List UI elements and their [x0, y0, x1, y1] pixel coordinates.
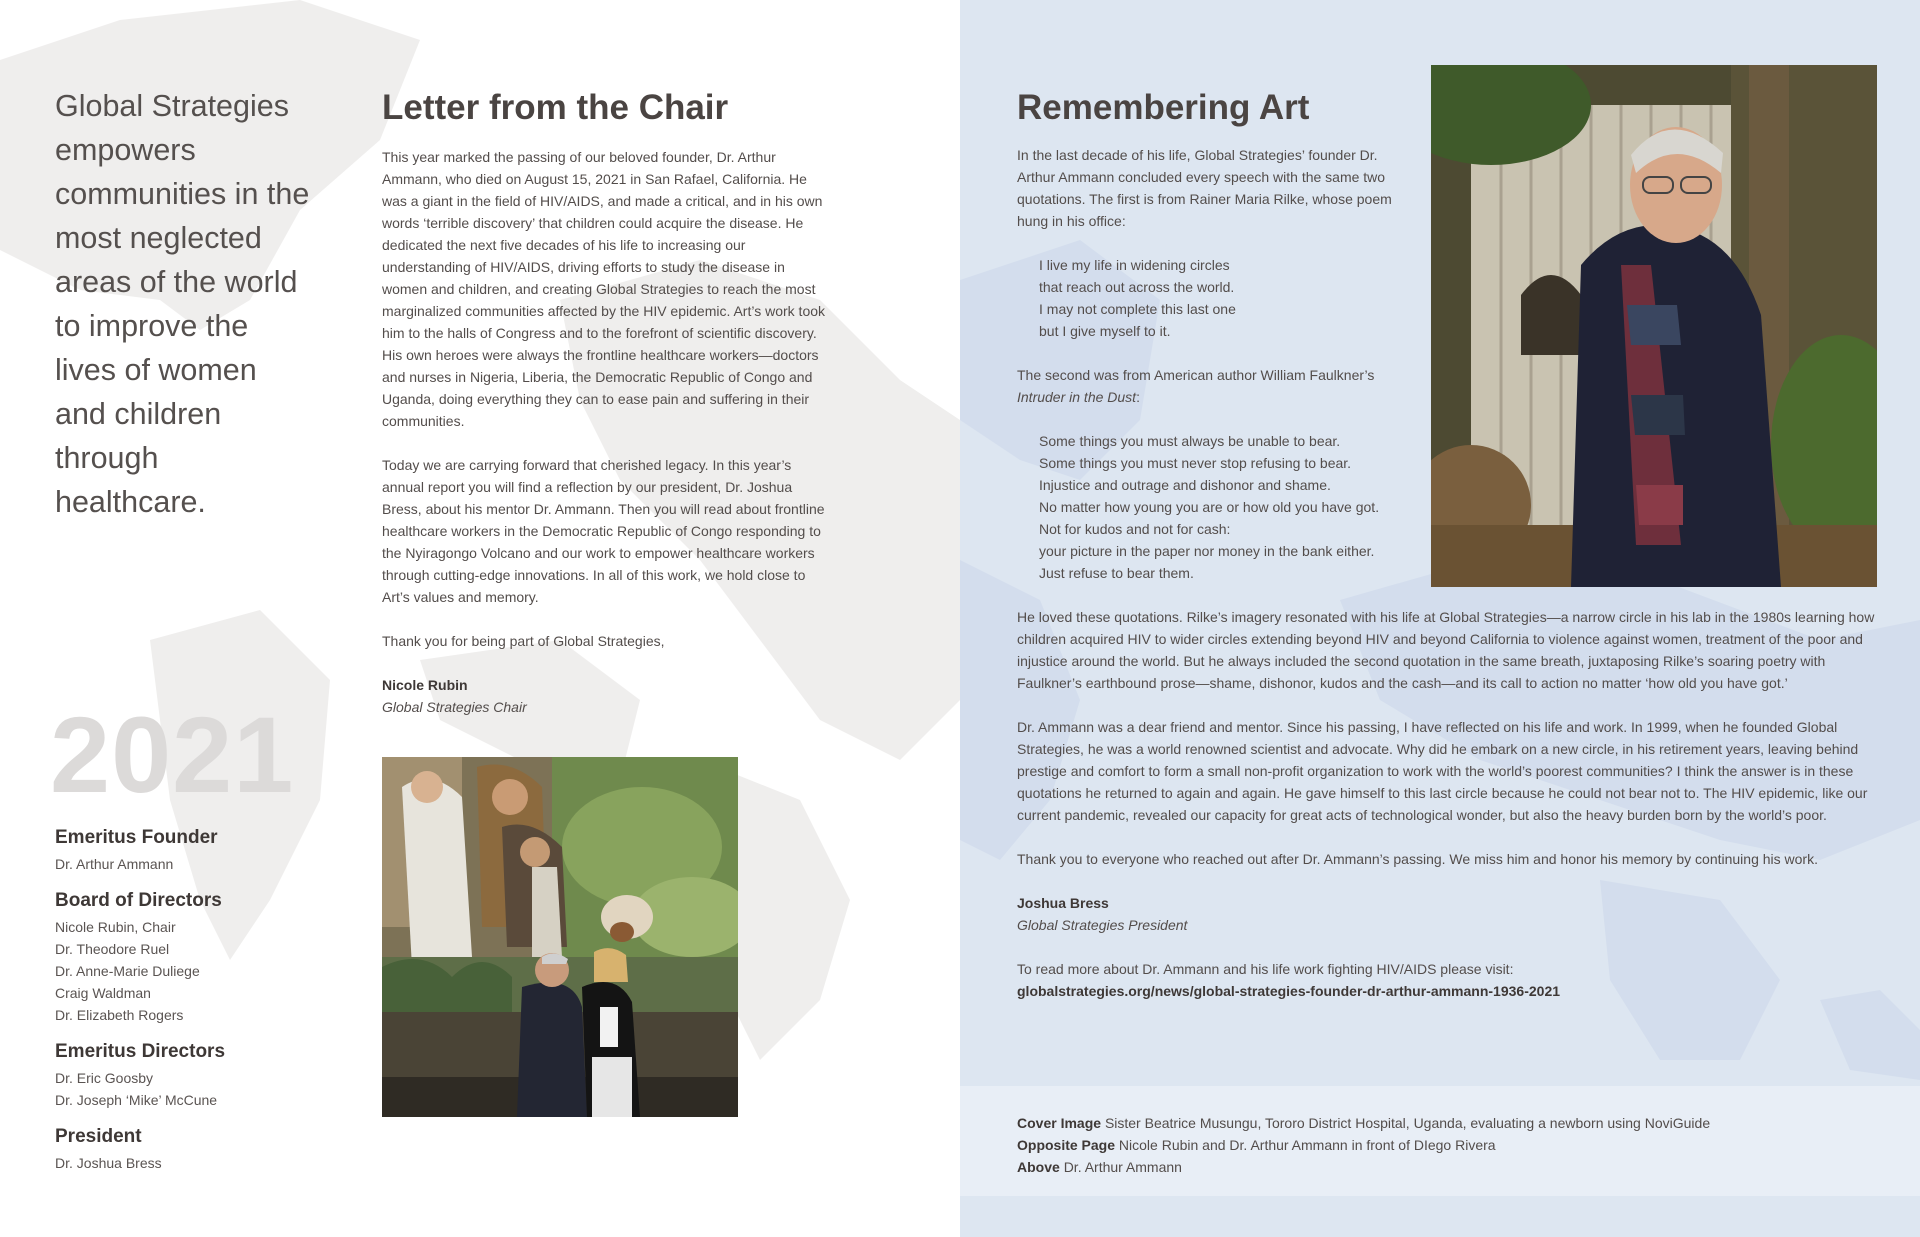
remembering-heading: Remembering Art: [1017, 88, 1310, 127]
remembering-art: [1017, 86, 1887, 1024]
faulkner-intro: [1017, 364, 1417, 408]
right-page: [960, 0, 1920, 1237]
board-member: Craig Waldman: [55, 985, 151, 1001]
remembering-paragraph: Thank you to everyone who reached out after Dr. Ammann’s passing. We miss him and honor his memory by continuing his work.: [1017, 851, 1818, 867]
report-year: 2021: [50, 694, 295, 815]
book-title: Intruder in the Dust: [1017, 389, 1137, 405]
faulkner-intro-suffix: :: [1136, 389, 1140, 405]
board-group: [55, 826, 315, 875]
letter-paragraph: This year marked the passing of our beloved founder, Dr. Arthur Ammann, who died on August 15, 2021 in San Rafael, California. He was a giant in the field of HIV/AIDS, and made a critical, and in his own words ‘terrible discovery’ that children could acquire the disease. He dedicated the next five decades of his life to increasing our understanding of HIV/AIDS, driving efforts to study the disease in women and children, and creating Global Strategies to reach the most marginalized communities affected by the HIV epidemic. Art’s work took him to the halls of Congress and to the forefront of scientific discovery. His own heroes were always the frontline healthcare workers—doctors and nurses in Nigeria, Liberia, the Democratic Republic of Congo and Uganda, doing everything they can to ease pain and suffering in their communities.: [382, 149, 826, 429]
quote-line: your picture in the paper nor money in the bank either.: [1039, 543, 1375, 559]
quote-line: Some things you must never stop refusing to bear.: [1039, 455, 1352, 471]
caption-label: Opposite Page: [1017, 1137, 1116, 1153]
caption-line: [1017, 1134, 1710, 1156]
board-group-heading: Emeritus Founder: [55, 827, 218, 848]
board-group: [55, 1125, 315, 1174]
remembering-paragraph: He loved these quotations. Rilke’s imagery resonated with his life at Global Strategies—a narrow circle in his lab in the 1980s learning how children acquired HIV to wider circles extending beyond HIV and beyond California to violence against women, treatment of the poor and injustice around the world. But he always included the second quotation in the same breath, juxtaposing Rilke’s soaring poetry with Faulkner’s earthbound prose—shame, dishonor, kudos and the cash—and its call to action no matter ‘how old you have got.’: [1017, 609, 1875, 691]
mural-photo: [382, 757, 738, 1117]
caption-text: Sister Beatrice Musungu, Tororo District Hospital, Uganda, evaluating a newborn using NoviGuide: [1104, 1115, 1711, 1131]
read-more-text: To read more about Dr. Ammann and his life work fighting HIV/AIDS please visit:: [1017, 961, 1514, 977]
letter-paragraph: Thank you for being part of Global Strategies,: [382, 633, 665, 649]
photo-captions: [960, 1086, 1920, 1196]
letter-signature-name: Nicole Rubin: [382, 677, 468, 693]
board-member: Nicole Rubin, Chair: [55, 919, 176, 935]
remembering-intro: In the last decade of his life, Global Strategies’ founder Dr. Arthur Ammann concluded every speech with the same two quotations. The first is from Rainer Maria Rilke, whose poem hung in his office:: [1017, 147, 1392, 229]
letter-signature-title: Global Strategies Chair: [382, 699, 527, 715]
board-member: Dr. Joshua Bress: [55, 1155, 162, 1171]
rilke-quote: [1039, 254, 1887, 342]
quote-line: I may not complete this last one: [1039, 301, 1236, 317]
caption-label: Cover Image: [1017, 1115, 1102, 1131]
board-member: Dr. Eric Goosby: [55, 1070, 154, 1086]
caption-line: [1017, 1112, 1710, 1134]
remembering-signature-title: Global Strategies President: [1017, 917, 1188, 933]
board-member: Dr. Arthur Ammann: [55, 856, 174, 872]
board-group-heading: Board of Directors: [55, 890, 222, 911]
quote-line: No matter how young you are or how old you have got.: [1039, 499, 1380, 515]
board-list: [55, 826, 315, 1188]
board-member: Dr. Joseph ‘Mike’ McCune: [55, 1092, 218, 1108]
letter-paragraph: Today we are carrying forward that cherished legacy. In this year’s annual report you will find a reflection by our president, Dr. Joshua Bress, about his mentor Dr. Ammann. Then you will read about frontline healthcare workers in the Democratic Republic of Congo responding to the Nyiragongo Volcano and our work to empower healthcare workers through cutting-edge innovations. In all of this work, we hold close to Art’s values and memory.: [382, 457, 825, 605]
board-group: [55, 889, 315, 1026]
caption-label: Above: [1017, 1159, 1060, 1175]
quote-line: Injustice and outrage and dishonor and shame.: [1039, 477, 1331, 493]
caption-text: Nicole Rubin and Dr. Arthur Ammann in front of DIego Rivera: [1118, 1137, 1496, 1153]
caption-text: Dr. Arthur Ammann: [1063, 1159, 1182, 1175]
faulkner-quote: [1039, 430, 1887, 584]
quote-line: Just refuse to bear them.: [1039, 565, 1194, 581]
article-link[interactable]: globalstrategies.org/news/global-strategies-founder-dr-arthur-ammann-1936-2021: [1017, 983, 1561, 999]
letter-heading: Letter from the Chair: [382, 88, 729, 127]
board-member: Dr. Theodore Ruel: [55, 941, 170, 957]
remembering-signature-name: Joshua Bress: [1017, 895, 1109, 911]
remembering-paragraph: Dr. Ammann was a dear friend and mentor. Since his passing, I have reflected on his life and work. In 1999, when he founded Global Strategies, he was a world renowned scientist and advocate. Why did he embark on a new circle, in his retirement years, leaving behind prestige and comfort to form a small non-profit organization to work with the world’s poorest communities? I think the answer is in these quotations he returned to again and again. He gave himself to this last circle because he could not bear not to. The HIV epidemic, like our current pandemic, revealed our capacity for great acts of technological wonder, but also the heavy burden born by the world’s poor.: [1017, 719, 1868, 823]
board-group: [55, 1040, 315, 1111]
caption-line: [1017, 1156, 1710, 1178]
faulkner-intro-prefix: The second was from American author William Faulkner’s: [1017, 367, 1375, 383]
letter-from-chair: [382, 86, 832, 718]
quote-line: but I give myself to it.: [1039, 323, 1171, 339]
quote-line: I live my life in widening circles: [1039, 257, 1230, 273]
quote-line: that reach out across the world.: [1039, 279, 1235, 295]
board-member: Dr. Elizabeth Rogers: [55, 1007, 184, 1023]
quote-line: Not for kudos and not for cash:: [1039, 521, 1231, 537]
board-group-heading: Emeritus Directors: [55, 1041, 226, 1062]
mission-statement: Global Strategies empowers communities in the most neglected areas of the world to improve the lives of women and children through healthcare.: [55, 89, 310, 519]
board-member: Dr. Anne-Marie Duliege: [55, 963, 200, 979]
quote-line: Some things you must always be unable to bear.: [1039, 433, 1341, 449]
board-group-heading: President: [55, 1126, 142, 1147]
